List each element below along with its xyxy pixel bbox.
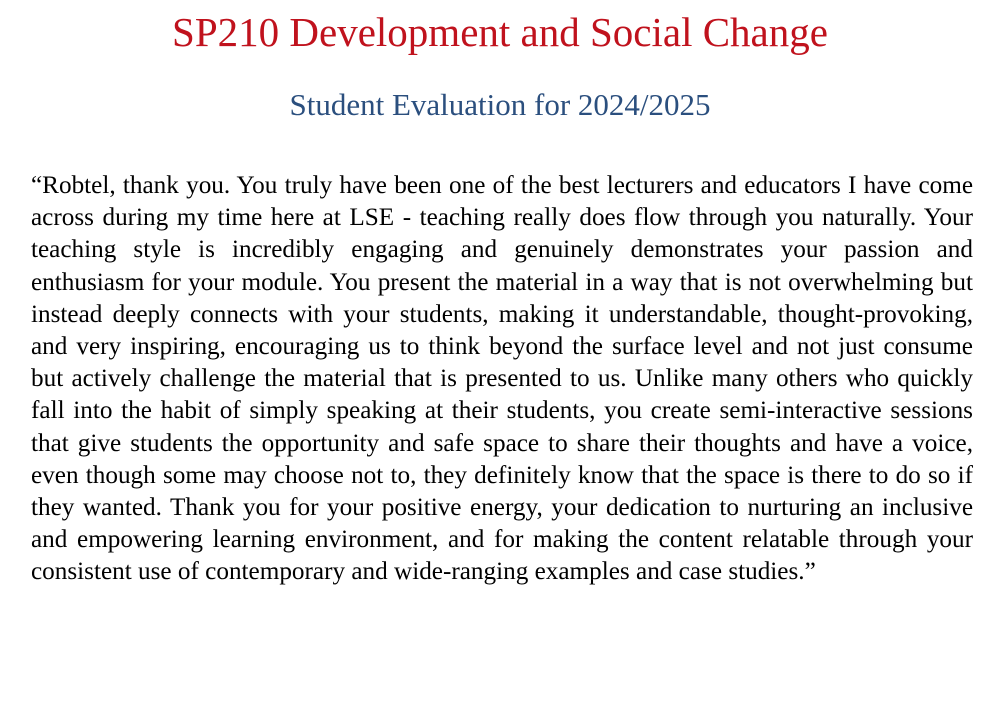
student-testimonial-quote: “Robtel, thank you. You truly have been one of the best lecturers and educators I have come across during my time here at LSE - teaching really does flow through you naturally. Your teaching style is incredibly engaging and genuinely demonstrates your passion and enthusiasm for your module. You present the material in a way that is not overwhelming but instead deeply connects with your students, making it understandable, thought-provoking, and very inspiring, encouraging us to think beyond the surface level and not just consume but actively challenge the material that is presented to us. Unlike many others who quickly fall into the habit of simply speaking at their students, you create semi-interactive sessions that give students the opportunity and safe space to share their thoughts and have a voice, even though some may choose not to, they definitely know that the space is there to do so if they wanted. Thank you for your positive energy, your dedication to nurturing an inclusive and empowering learning environment, and for making the content relatable through your consistent use of contemporary and wide-ranging examples and case studies.”: [31, 172, 973, 586]
evaluation-subtitle: Student Evaluation for 2024/2025: [289, 87, 711, 122]
course-title: SP210 Development and Social Change: [172, 9, 828, 55]
